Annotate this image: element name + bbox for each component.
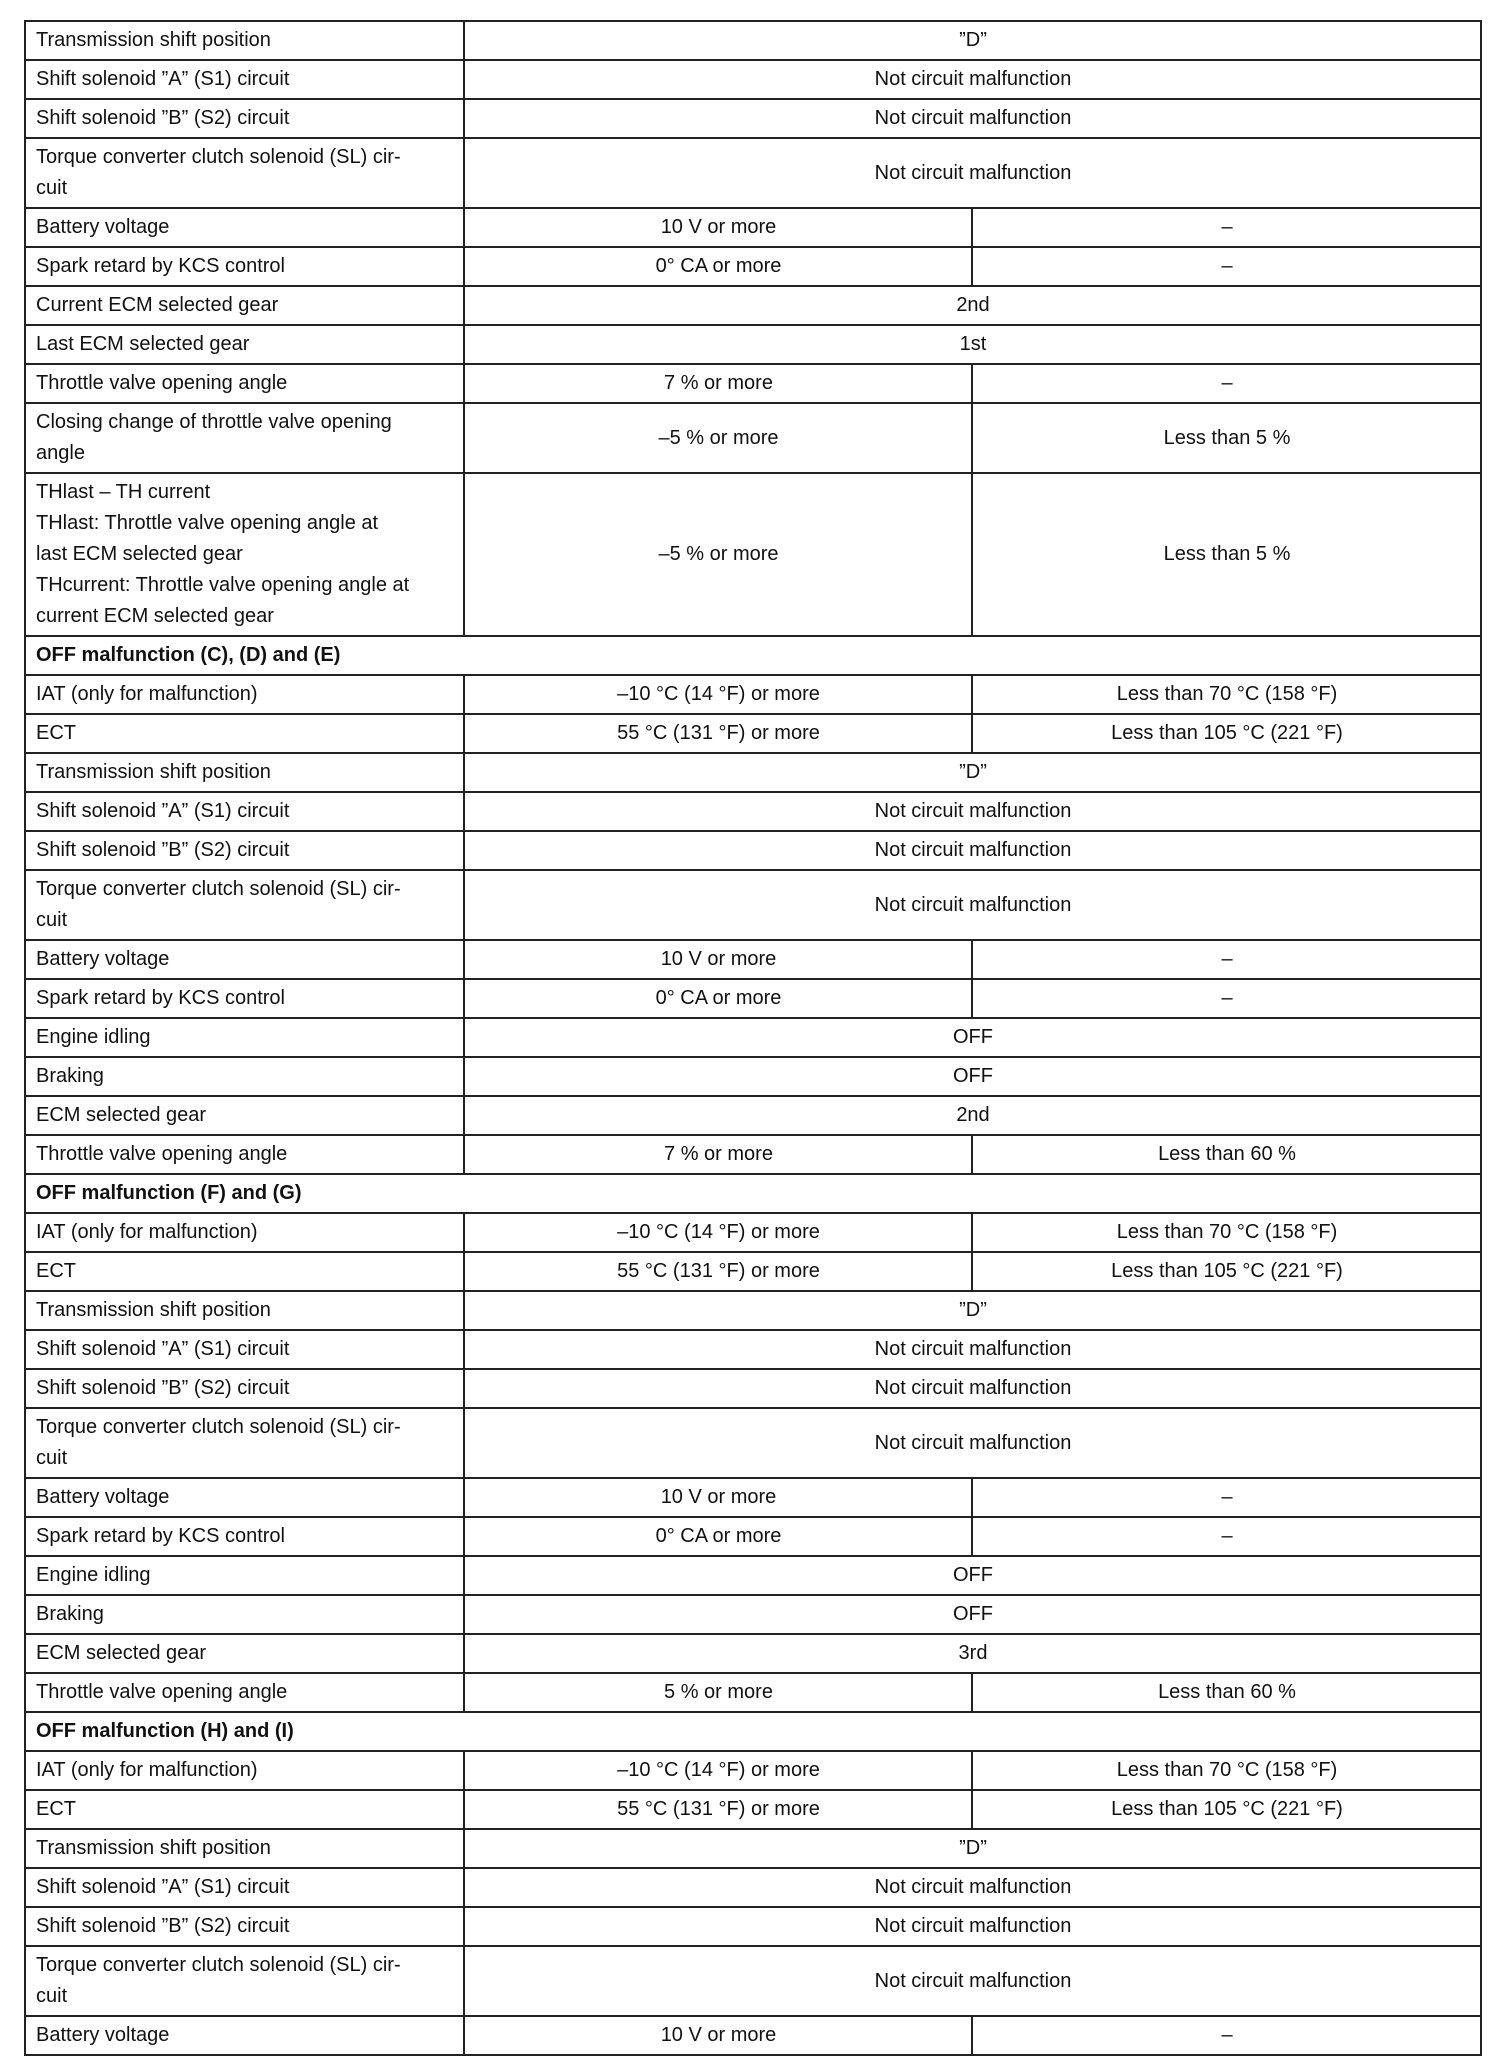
condition-max-value: –	[972, 1478, 1481, 1517]
condition-min-value: 7 % or more	[464, 364, 972, 403]
condition-label: Shift solenoid ”A” (S1) circuit	[25, 60, 464, 99]
condition-min-value: 5 % or more	[464, 1673, 972, 1712]
table-row	[25, 1096, 1481, 1135]
condition-max-value: –	[972, 247, 1481, 286]
table-row	[25, 1330, 1481, 1369]
condition-label: Throttle valve opening angle	[25, 1135, 464, 1174]
condition-min-value: 0° CA or more	[464, 979, 972, 1018]
table-row	[25, 1252, 1481, 1291]
table-row	[25, 60, 1481, 99]
condition-label: Current ECM selected gear	[25, 286, 464, 325]
table-row	[25, 1868, 1481, 1907]
condition-value: Not circuit malfunction	[464, 831, 1481, 870]
table-row	[25, 138, 1481, 208]
condition-value: Not circuit malfunction	[464, 1946, 1481, 2016]
condition-min-value: 7 % or more	[464, 1135, 972, 1174]
condition-value: Not circuit malfunction	[464, 792, 1481, 831]
condition-value: Not circuit malfunction	[464, 1369, 1481, 1408]
condition-label: Spark retard by KCS control	[25, 1517, 464, 1556]
condition-label: Engine idling	[25, 1018, 464, 1057]
condition-min-value: –10 °C (14 °F) or more	[464, 1751, 972, 1790]
condition-label: Shift solenoid ”A” (S1) circuit	[25, 1868, 464, 1907]
table-body	[25, 21, 1481, 2055]
table-row	[25, 247, 1481, 286]
section-row	[25, 636, 1481, 675]
condition-label: Transmission shift position	[25, 1291, 464, 1330]
condition-label: Torque converter clutch solenoid (SL) cir- cuit	[25, 1408, 464, 1478]
condition-label: Spark retard by KCS control	[25, 979, 464, 1018]
table-row	[25, 1213, 1481, 1252]
condition-min-value: 55 °C (131 °F) or more	[464, 714, 972, 753]
condition-value: 1st	[464, 325, 1481, 364]
table-row	[25, 1751, 1481, 1790]
table-row	[25, 1595, 1481, 1634]
condition-label: Closing change of throttle valve opening angle	[25, 403, 464, 473]
condition-max-value: Less than 70 °C (158 °F)	[972, 1751, 1481, 1790]
condition-max-value: Less than 5 %	[972, 473, 1481, 636]
condition-label: ECT	[25, 1252, 464, 1291]
condition-value: Not circuit malfunction	[464, 1408, 1481, 1478]
table-row	[25, 1829, 1481, 1868]
condition-value: ”D”	[464, 753, 1481, 792]
condition-label: Last ECM selected gear	[25, 325, 464, 364]
condition-max-value: –	[972, 2016, 1481, 2055]
condition-min-value: 10 V or more	[464, 208, 972, 247]
condition-max-value: Less than 5 %	[972, 403, 1481, 473]
condition-max-value: Less than 105 °C (221 °F)	[972, 1790, 1481, 1829]
table-row	[25, 1907, 1481, 1946]
table-row	[25, 325, 1481, 364]
table-row	[25, 1673, 1481, 1712]
table-row	[25, 870, 1481, 940]
table-row	[25, 21, 1481, 60]
condition-label: THlast – TH current THlast: Throttle valve opening angle at last ECM selected gear THcurrent: Throttle valve opening angle at current ECM selected gear	[25, 473, 464, 636]
condition-label: Torque converter clutch solenoid (SL) cir- cuit	[25, 138, 464, 208]
table-row	[25, 1946, 1481, 2016]
condition-min-value: 10 V or more	[464, 2016, 972, 2055]
condition-label: Transmission shift position	[25, 1829, 464, 1868]
condition-value: Not circuit malfunction	[464, 138, 1481, 208]
condition-value: Not circuit malfunction	[464, 1907, 1481, 1946]
condition-label: IAT (only for malfunction)	[25, 1751, 464, 1790]
table-row	[25, 1478, 1481, 1517]
table-row	[25, 1291, 1481, 1330]
table-row	[25, 99, 1481, 138]
condition-min-value: –5 % or more	[464, 403, 972, 473]
table-row	[25, 1369, 1481, 1408]
table-row	[25, 2016, 1481, 2055]
table-row	[25, 1135, 1481, 1174]
table-row	[25, 1790, 1481, 1829]
condition-label: Battery voltage	[25, 2016, 464, 2055]
condition-label: Transmission shift position	[25, 753, 464, 792]
condition-max-value: –	[972, 364, 1481, 403]
condition-label: Torque converter clutch solenoid (SL) cir- cuit	[25, 1946, 464, 2016]
condition-min-value: –10 °C (14 °F) or more	[464, 1213, 972, 1252]
condition-value: Not circuit malfunction	[464, 1868, 1481, 1907]
condition-label: ECT	[25, 1790, 464, 1829]
table-row	[25, 792, 1481, 831]
table-row	[25, 979, 1481, 1018]
table-row	[25, 286, 1481, 325]
condition-max-value: Less than 105 °C (221 °F)	[972, 714, 1481, 753]
condition-label: IAT (only for malfunction)	[25, 1213, 464, 1252]
condition-value: 2nd	[464, 1096, 1481, 1135]
condition-value: ”D”	[464, 1291, 1481, 1330]
condition-max-value: –	[972, 979, 1481, 1018]
condition-value: OFF	[464, 1057, 1481, 1096]
table-row	[25, 1018, 1481, 1057]
condition-label: ECT	[25, 714, 464, 753]
condition-label: Shift solenoid ”B” (S2) circuit	[25, 831, 464, 870]
condition-value: OFF	[464, 1018, 1481, 1057]
condition-min-value: 0° CA or more	[464, 1517, 972, 1556]
section-row	[25, 1174, 1481, 1213]
table-row	[25, 675, 1481, 714]
section-header: OFF malfunction (H) and (I)	[25, 1712, 1481, 1751]
condition-label: Battery voltage	[25, 940, 464, 979]
table-row	[25, 473, 1481, 636]
condition-min-value: 55 °C (131 °F) or more	[464, 1790, 972, 1829]
condition-max-value: Less than 70 °C (158 °F)	[972, 675, 1481, 714]
condition-label: Shift solenoid ”B” (S2) circuit	[25, 1907, 464, 1946]
table-row	[25, 403, 1481, 473]
condition-label: Battery voltage	[25, 1478, 464, 1517]
table-row	[25, 753, 1481, 792]
table-row	[25, 831, 1481, 870]
table-row	[25, 1634, 1481, 1673]
condition-min-value: –5 % or more	[464, 473, 972, 636]
condition-min-value: 0° CA or more	[464, 247, 972, 286]
table-row	[25, 208, 1481, 247]
condition-min-value: 10 V or more	[464, 1478, 972, 1517]
condition-value: Not circuit malfunction	[464, 1330, 1481, 1369]
condition-max-value: –	[972, 940, 1481, 979]
condition-label: ECM selected gear	[25, 1096, 464, 1135]
section-row	[25, 1712, 1481, 1751]
condition-label: IAT (only for malfunction)	[25, 675, 464, 714]
condition-max-value: Less than 60 %	[972, 1135, 1481, 1174]
condition-max-value: –	[972, 1517, 1481, 1556]
condition-value: Not circuit malfunction	[464, 60, 1481, 99]
condition-label: Spark retard by KCS control	[25, 247, 464, 286]
condition-label: ECM selected gear	[25, 1634, 464, 1673]
table-row	[25, 714, 1481, 753]
condition-label: Throttle valve opening angle	[25, 1673, 464, 1712]
condition-value: OFF	[464, 1556, 1481, 1595]
table-row	[25, 1057, 1481, 1096]
condition-max-value: Less than 60 %	[972, 1673, 1481, 1712]
condition-value: Not circuit malfunction	[464, 99, 1481, 138]
condition-value: ”D”	[464, 21, 1481, 60]
condition-label: Shift solenoid ”B” (S2) circuit	[25, 99, 464, 138]
enable-conditions-table	[24, 20, 1482, 2056]
condition-label: Transmission shift position	[25, 21, 464, 60]
condition-value: 3rd	[464, 1634, 1481, 1673]
condition-label: Braking	[25, 1595, 464, 1634]
condition-max-value: –	[972, 208, 1481, 247]
condition-min-value: 55 °C (131 °F) or more	[464, 1252, 972, 1291]
condition-label: Shift solenoid ”A” (S1) circuit	[25, 792, 464, 831]
condition-value: ”D”	[464, 1829, 1481, 1868]
condition-label: Braking	[25, 1057, 464, 1096]
condition-label: Torque converter clutch solenoid (SL) cir- cuit	[25, 870, 464, 940]
section-header: OFF malfunction (F) and (G)	[25, 1174, 1481, 1213]
section-header: OFF malfunction (C), (D) and (E)	[25, 636, 1481, 675]
condition-label: Battery voltage	[25, 208, 464, 247]
table-row	[25, 1408, 1481, 1478]
condition-label: Shift solenoid ”A” (S1) circuit	[25, 1330, 464, 1369]
condition-max-value: Less than 70 °C (158 °F)	[972, 1213, 1481, 1252]
condition-label: Throttle valve opening angle	[25, 364, 464, 403]
table-row	[25, 1517, 1481, 1556]
condition-max-value: Less than 105 °C (221 °F)	[972, 1252, 1481, 1291]
condition-value: Not circuit malfunction	[464, 870, 1481, 940]
condition-value: 2nd	[464, 286, 1481, 325]
table-row	[25, 940, 1481, 979]
condition-label: Shift solenoid ”B” (S2) circuit	[25, 1369, 464, 1408]
condition-min-value: –10 °C (14 °F) or more	[464, 675, 972, 714]
condition-label: Engine idling	[25, 1556, 464, 1595]
table-row	[25, 1556, 1481, 1595]
condition-value: OFF	[464, 1595, 1481, 1634]
condition-min-value: 10 V or more	[464, 940, 972, 979]
table-row	[25, 364, 1481, 403]
